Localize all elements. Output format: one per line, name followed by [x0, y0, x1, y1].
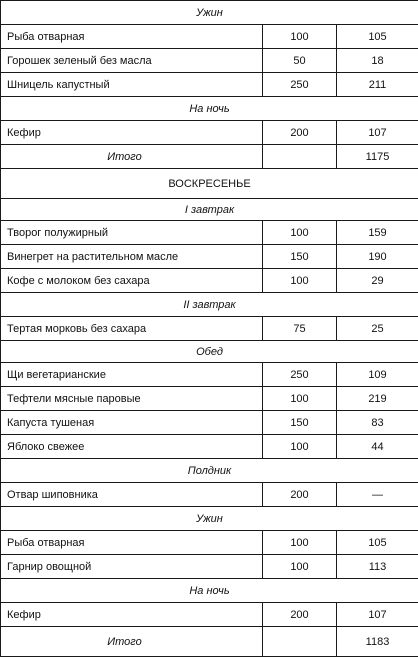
food-name: Рыба отварная: [1, 25, 263, 49]
food-calories: 105: [337, 531, 418, 555]
menu-table-body: [1, 1, 418, 657]
food-quantity: 75: [263, 317, 337, 341]
food-quantity: 250: [263, 73, 337, 97]
food-name: Кофе с молоком без сахара: [1, 269, 263, 293]
food-calories: 107: [337, 121, 418, 145]
food-name: Шницель капустный: [1, 73, 263, 97]
food-name: Кефир: [1, 603, 263, 627]
food-quantity: 50: [263, 49, 337, 73]
food-name: Творог полужирный: [1, 221, 263, 245]
day-heading-row: [1, 169, 418, 199]
meal-section-row: [1, 459, 418, 483]
food-calories: 83: [337, 411, 418, 435]
food-calories: 109: [337, 363, 418, 387]
food-calories: 44: [337, 435, 418, 459]
food-calories: 18: [337, 49, 418, 73]
food-quantity: 200: [263, 603, 337, 627]
food-calories: 105: [337, 25, 418, 49]
food-calories: 113: [337, 555, 418, 579]
food-calories: 190: [337, 245, 418, 269]
food-item-row: [1, 49, 418, 73]
total-kcal-value: 1183: [337, 627, 418, 657]
meal-section-label: Ужин: [1, 507, 418, 531]
food-item-row: [1, 73, 418, 97]
food-quantity: 100: [263, 269, 337, 293]
food-name: Щи вегетарианские: [1, 363, 263, 387]
total-qty-cell: [263, 627, 337, 657]
food-item-row: [1, 387, 418, 411]
day-heading: ВОСКРЕСЕНЬЕ: [1, 169, 418, 199]
food-quantity: 100: [263, 531, 337, 555]
total-kcal-value: 1175: [337, 145, 418, 169]
food-item-row: [1, 121, 418, 145]
meal-section-row: [1, 199, 418, 221]
food-item-row: [1, 603, 418, 627]
food-quantity: 100: [263, 435, 337, 459]
total-label: Итого: [1, 627, 263, 657]
food-calories: 159: [337, 221, 418, 245]
food-quantity: 200: [263, 483, 337, 507]
food-name: Рыба отварная: [1, 531, 263, 555]
food-item-row: [1, 245, 418, 269]
meal-section-label: I завтрак: [1, 199, 418, 221]
food-quantity: 150: [263, 245, 337, 269]
meal-section-label: На ночь: [1, 97, 418, 121]
meal-section-row: [1, 579, 418, 603]
food-name: Отвар шиповника: [1, 483, 263, 507]
food-calories: 219: [337, 387, 418, 411]
food-item-row: [1, 221, 418, 245]
food-quantity: 100: [263, 555, 337, 579]
food-name: Тертая морковь без сахара: [1, 317, 263, 341]
meal-section-row: [1, 341, 418, 363]
food-item-row: [1, 363, 418, 387]
meal-section-row: [1, 97, 418, 121]
food-quantity: 150: [263, 411, 337, 435]
total-row: [1, 627, 418, 657]
food-name: Капуста тушеная: [1, 411, 263, 435]
meal-section-label: На ночь: [1, 579, 418, 603]
meal-section-row: [1, 1, 418, 25]
food-name: Винегрет на растительном масле: [1, 245, 263, 269]
food-calories: 211: [337, 73, 418, 97]
food-item-row: [1, 317, 418, 341]
food-item-row: [1, 555, 418, 579]
food-quantity: 100: [263, 221, 337, 245]
food-item-row: [1, 411, 418, 435]
food-calories: 25: [337, 317, 418, 341]
food-item-row: [1, 435, 418, 459]
food-name: Гарнир овощной: [1, 555, 263, 579]
food-calories: —: [337, 483, 418, 507]
meal-section-label: II завтрак: [1, 293, 418, 317]
food-item-row: [1, 483, 418, 507]
total-label: Итого: [1, 145, 263, 169]
food-name: Кефир: [1, 121, 263, 145]
food-name: Горошек зеленый без масла: [1, 49, 263, 73]
total-qty-cell: [263, 145, 337, 169]
meal-section-row: [1, 293, 418, 317]
food-name: Яблоко свежее: [1, 435, 263, 459]
food-quantity: 250: [263, 363, 337, 387]
food-calories: 29: [337, 269, 418, 293]
food-quantity: 200: [263, 121, 337, 145]
food-item-row: [1, 269, 418, 293]
meal-section-row: [1, 507, 418, 531]
food-quantity: 100: [263, 25, 337, 49]
meal-section-label: Обед: [1, 341, 418, 363]
food-item-row: [1, 25, 418, 49]
food-calories: 107: [337, 603, 418, 627]
meal-section-label: Ужин: [1, 1, 418, 25]
meal-section-label: Полдник: [1, 459, 418, 483]
food-item-row: [1, 531, 418, 555]
total-row: [1, 145, 418, 169]
food-name: Тефтели мясные паровые: [1, 387, 263, 411]
food-quantity: 100: [263, 387, 337, 411]
